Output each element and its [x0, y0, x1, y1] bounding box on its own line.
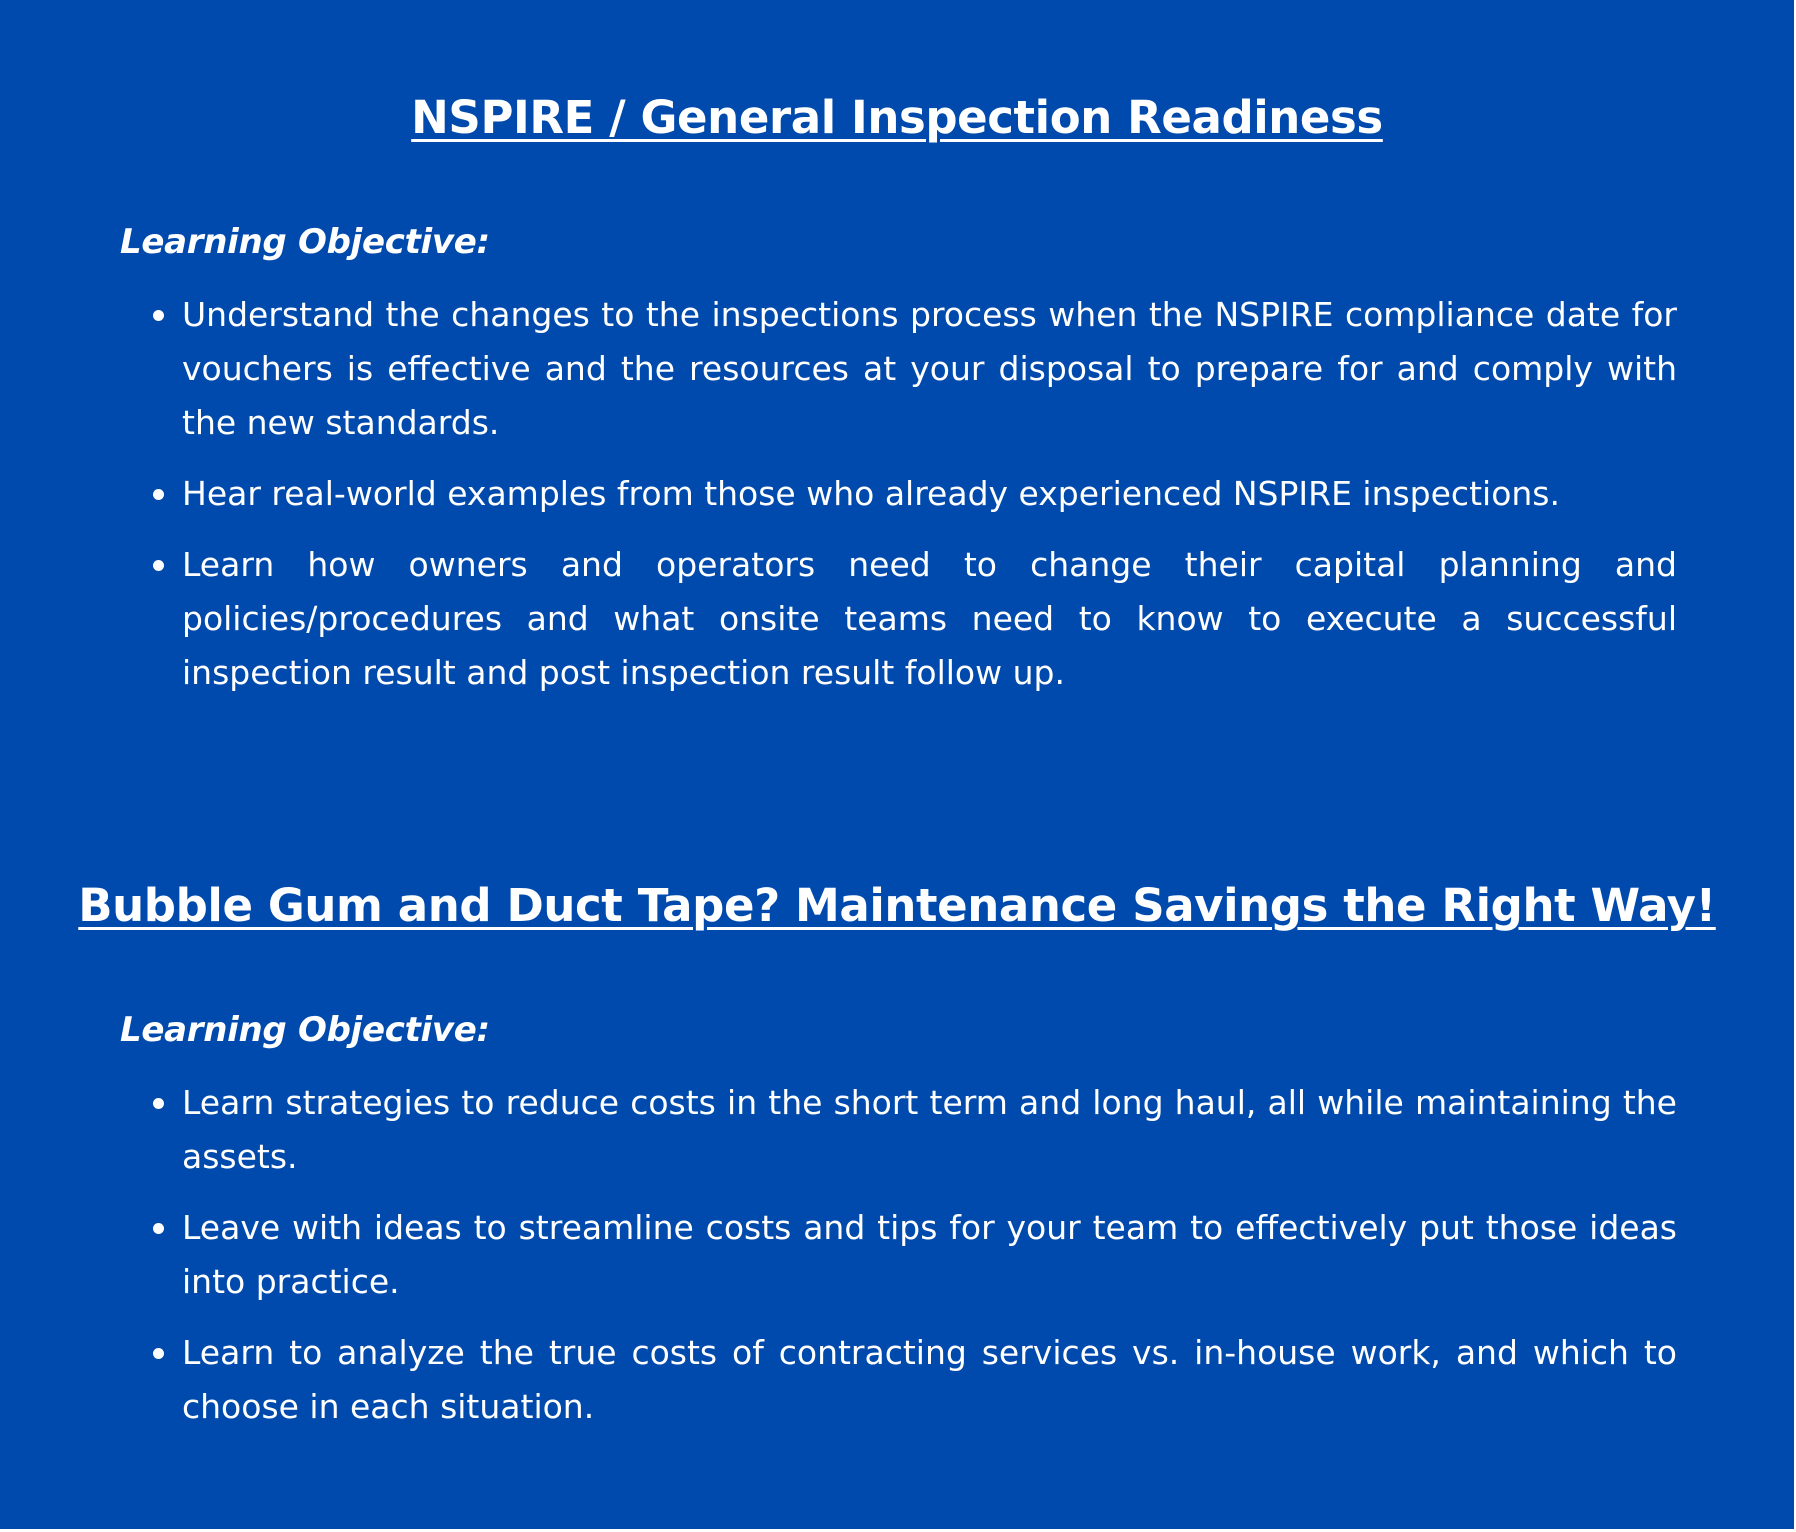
bullet-icon: [153, 489, 164, 500]
learning-objective-label: Learning Objective:: [120, 1010, 490, 1050]
bullet-icon: [153, 1223, 164, 1234]
session-section-nspire: [0, 88, 1794, 692]
objective-list: [182, 1076, 1677, 1451]
section-title: Bubble Gum and Duct Tape? Maintenance Savings the Right Way!: [78, 879, 1716, 932]
list-item: [182, 1201, 1677, 1309]
bullet-icon: [153, 310, 164, 321]
list-item-text: Leave with ideas to streamline costs and tips for your team to effectively put those ideas into practice.: [182, 1208, 1677, 1301]
bullet-icon: [153, 1348, 164, 1359]
list-item: [182, 467, 1677, 521]
list-item-text: Learn to analyze the true costs of contracting services vs. in-house work, and which to choose in each situation.: [182, 1333, 1677, 1426]
objective-list: [182, 288, 1677, 717]
list-item: [182, 538, 1677, 700]
learning-objective-label: Learning Objective:: [120, 222, 490, 262]
list-item-text: Learn strategies to reduce costs in the short term and long haul, all while maintaining the assets.: [182, 1083, 1677, 1176]
section-title: NSPIRE / General Inspection Readiness: [411, 91, 1383, 144]
list-item: [182, 288, 1677, 450]
list-item: [182, 1076, 1677, 1184]
list-item-text: Learn how owners and operators need to change their capital planning and policies/procedures and what onsite teams need to know to execute a successful inspection result and post inspection result follow up.: [182, 545, 1677, 692]
list-item: [182, 1326, 1677, 1434]
list-item-text: Understand the changes to the inspections process when the NSPIRE compliance date for vouchers is effective and the resources at your disposal to prepare for and comply with the new standards.: [182, 295, 1677, 442]
bullet-icon: [153, 560, 164, 571]
session-section-maintenance: [0, 876, 1794, 1426]
bullet-icon: [153, 1098, 164, 1109]
list-item-text: Hear real-world examples from those who already experienced NSPIRE inspections.: [182, 474, 1560, 513]
